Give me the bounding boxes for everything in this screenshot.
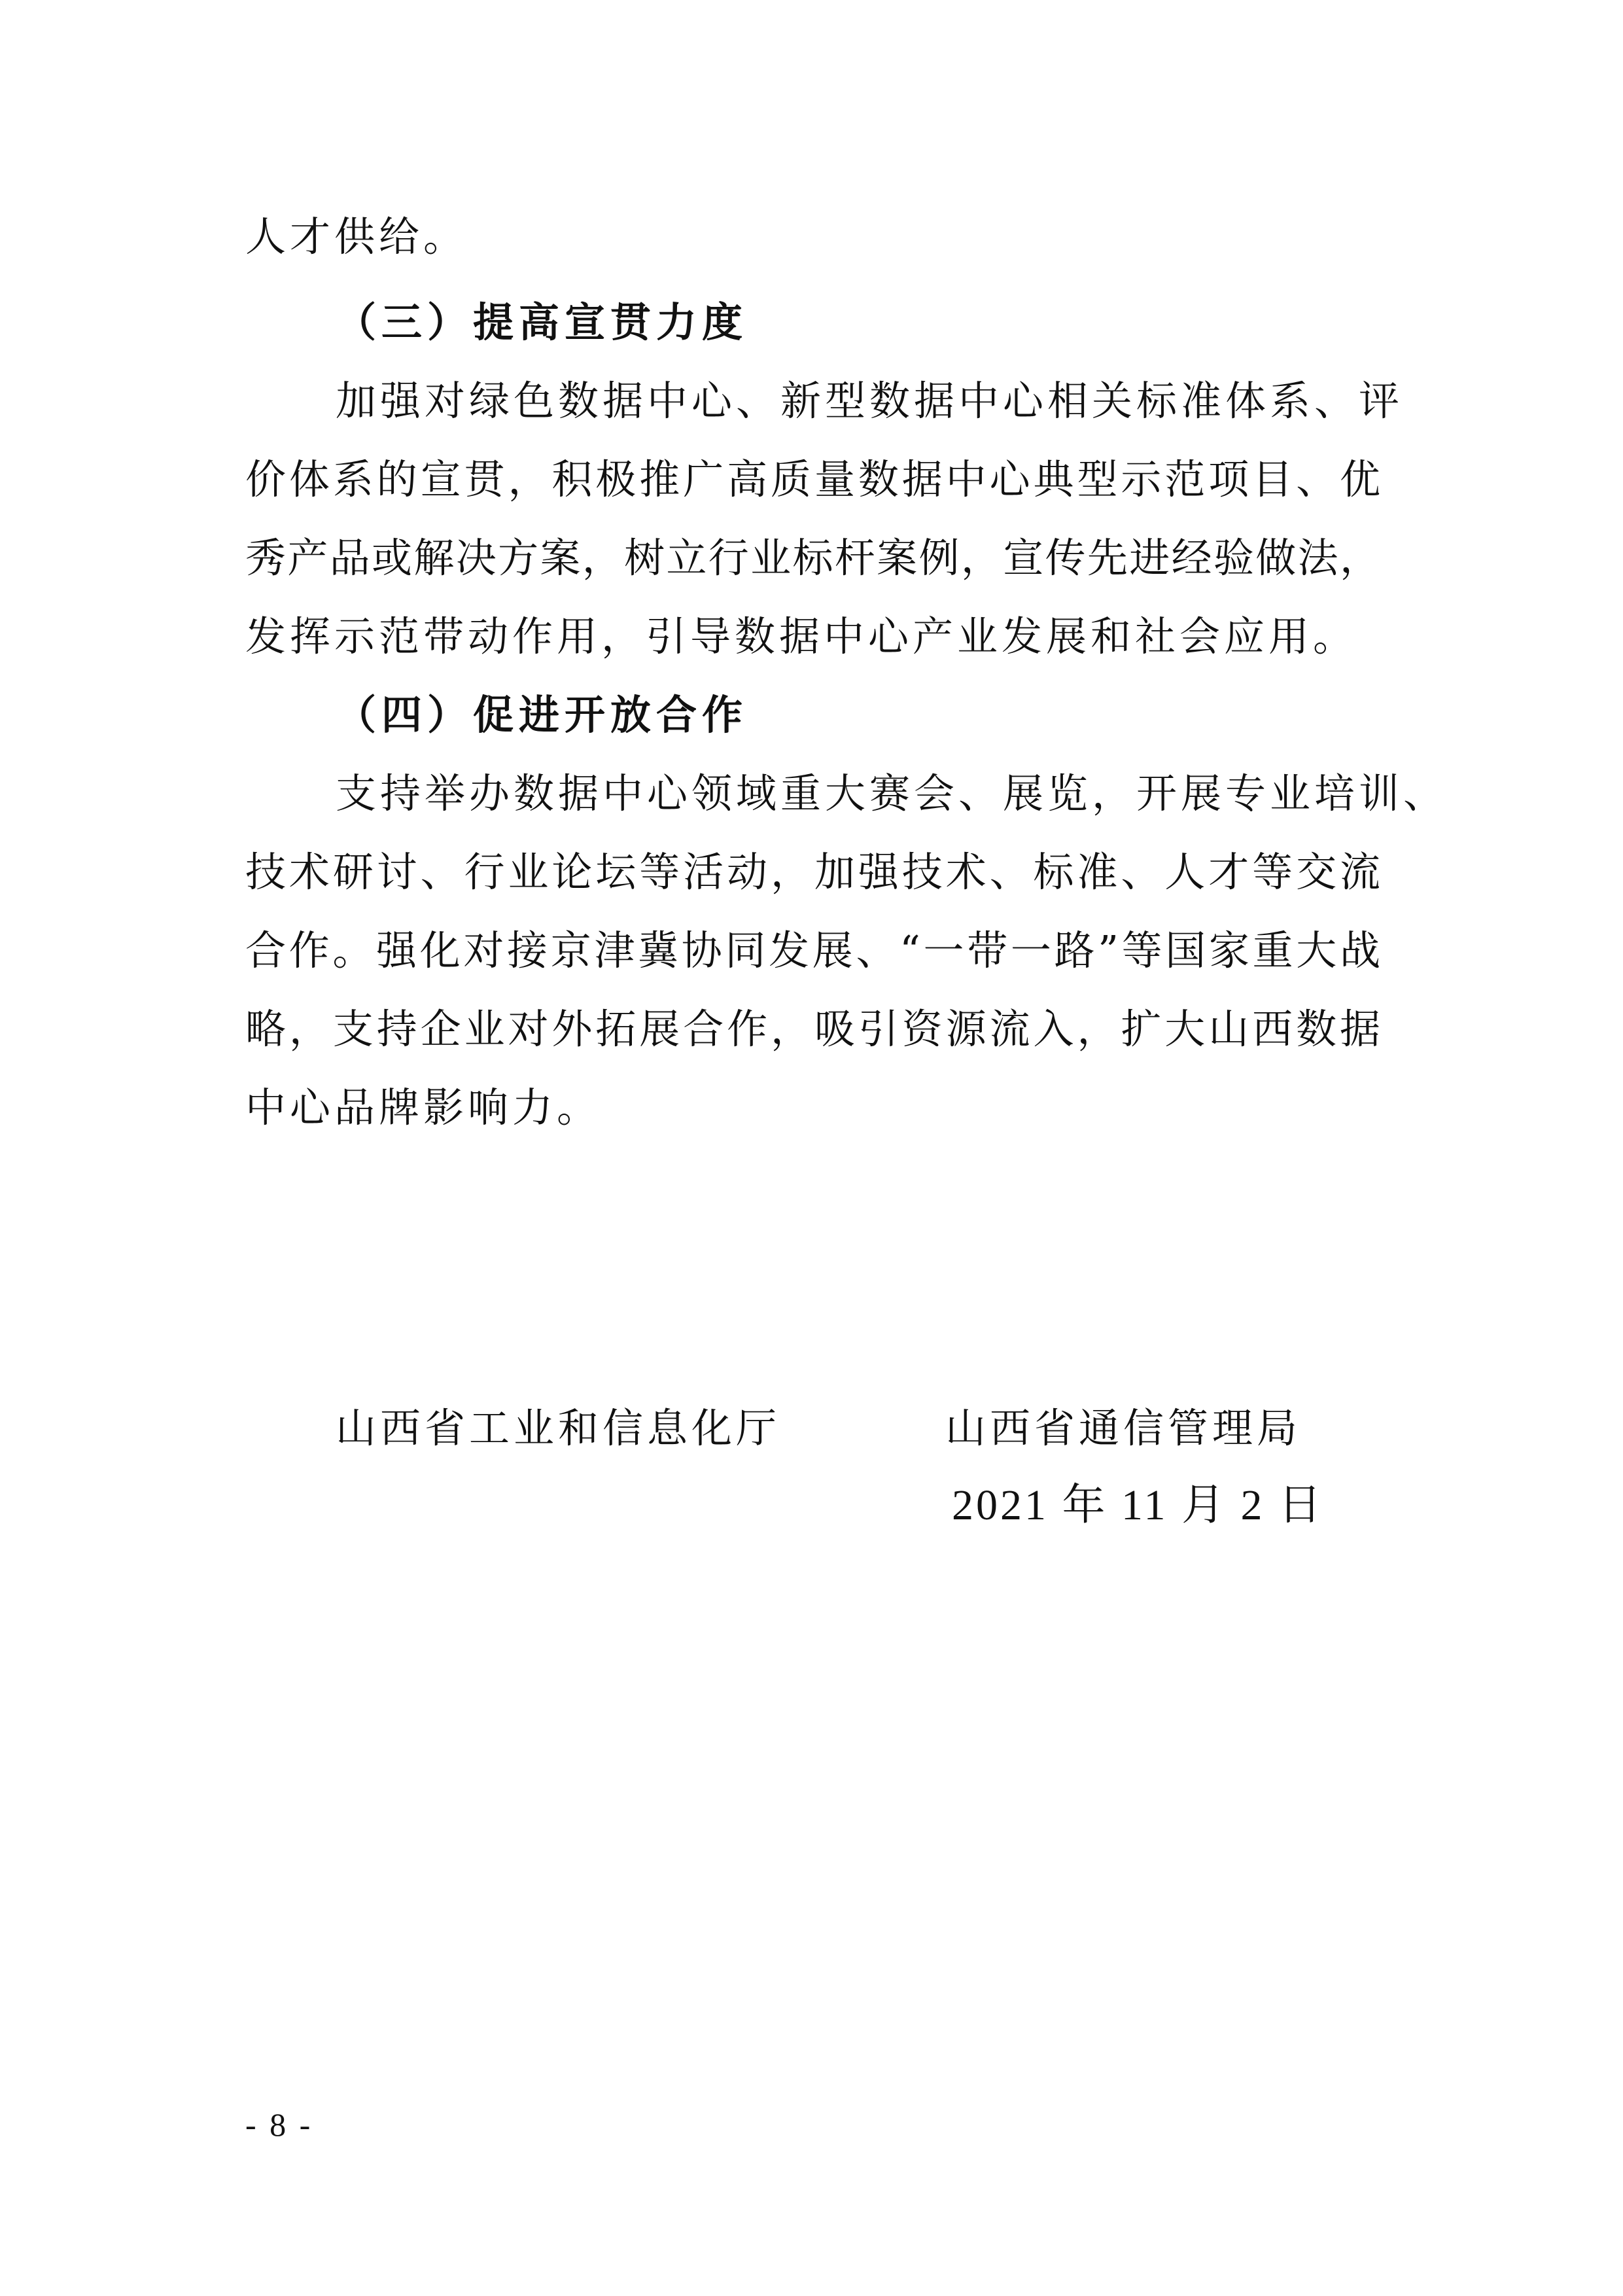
- paragraph-line: 合作。强化对接京津冀协同发展、“一带一路”等国家重大战: [245, 927, 1380, 974]
- signature-right: 山西省通信管理局: [945, 1404, 1302, 1452]
- paragraph-line: 秀产品或解决方案，树立行业标杆案例，宣传先进经验做法，: [245, 534, 1380, 582]
- paragraph-line: 技术研讨、行业论坛等活动，加强技术、标准、人才等交流: [245, 848, 1380, 896]
- paragraph-line: 价体系的宣贯，积极推广高质量数据中心典型示范项目、优: [245, 455, 1380, 503]
- page-number: - 8 -: [245, 2106, 313, 2143]
- paragraph-line: 中心品牌影响力。: [245, 1084, 602, 1131]
- paragraph-line: 略，支持企业对外拓展合作，吸引资源流入，扩大山西数据: [245, 1005, 1380, 1053]
- paragraph-line: 支持举办数据中心领域重大赛会、展览，开展专业培训、: [336, 769, 1448, 817]
- signature-date: 2021 年 11 月 2 日: [952, 1481, 1325, 1529]
- paragraph-line: 加强对绿色数据中心、新型数据中心相关标准体系、评: [336, 377, 1404, 425]
- section-heading-three: （三）提高宣贯力度: [336, 298, 748, 346]
- section-heading-four: （四）促进开放合作: [336, 691, 748, 739]
- paragraph-line: 人才供给。: [245, 213, 468, 260]
- paragraph-line: 发挥示范带动作用，引导数据中心产业发展和社会应用。: [245, 612, 1358, 660]
- signature-left: 山西省工业和信息化厅: [336, 1404, 781, 1452]
